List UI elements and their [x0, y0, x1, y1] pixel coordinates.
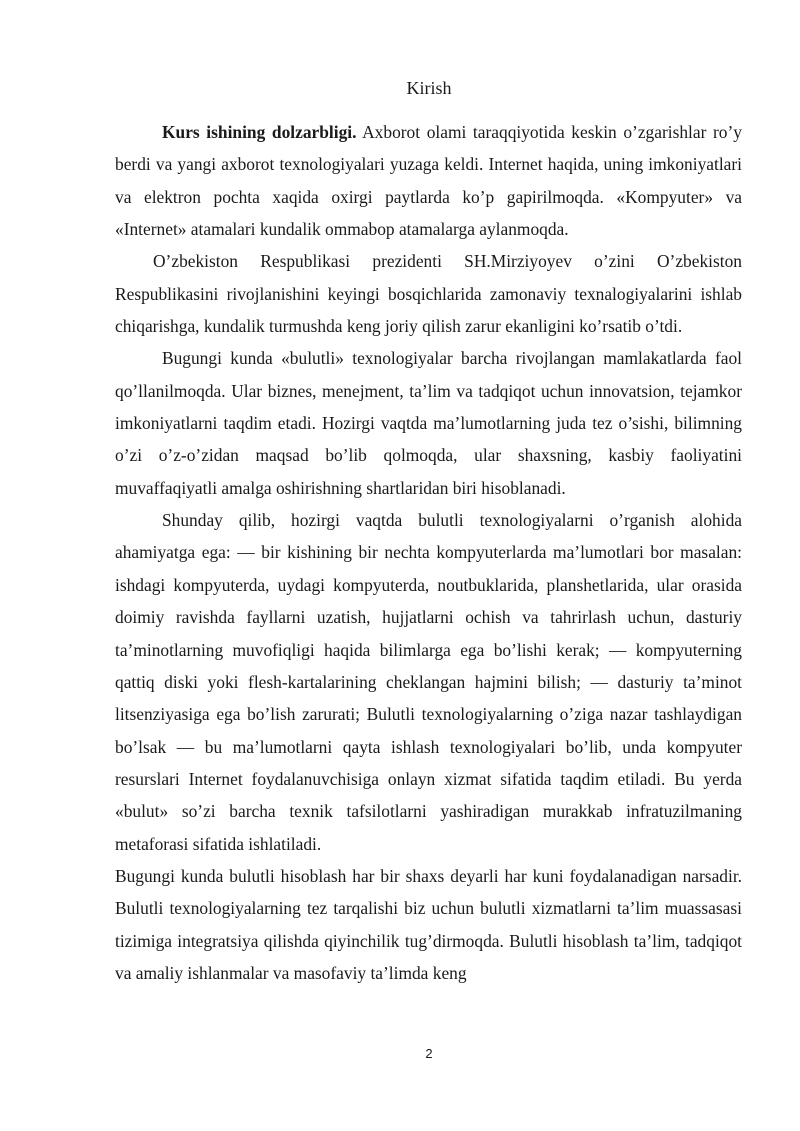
paragraph-5: Bugungi kunda bulutli hisoblash har bir shaxs deyarli har kuni foydalanadigan narsadir. Bulutli texnologiyalarning tez tarqalishi biz uchun bulutli xizmatlarni ta’lim muassasasi tizimiga integratsiya qilishda qiyinchilik tug’dirmoqda. Bulutli hisoblash ta’lim, tadqiqot va amaliy ishlanmalar va masofaviy ta’limda keng [115, 865, 742, 983]
page-number: 2 [425, 1046, 433, 1061]
paragraph-4: Shunday qilib, hozirgi vaqtda bulutli texnologiyalarni o’rganish alohida ahamiyatga ega: — bir kishining bir nechta kompyuterlarda ma’lumotlari bor masalan: ishdagi kompyuterda, uydagi kompyuterda, noutbuklarida, planshetlarida, ular orasida doimiy ravishda fayllarni uzatish, hujjatlarni ochish va tahrirlash uchun, dasturiy ta’minotlarning muvofiqligi haqida bilimlarga ega bo’lishi kerak; — kompyuterning qattiq diski yoki flesh-kartalarining cheklangan hajmini bilish; — dasturiy ta’minot litsenziyasiga ega bo’lish zarurati; Bulutli texnologiyalarning o’ziga nazar tashlaydigan bo’lsak — bu ma’lumotlarni qayta ishlash texnologiyalari bo’lib, unda kompyuter resurslari Internet foydalanuvchisiga onlayn xizmat sifatida taqdim etiladi. Bu yerda «bulut» so’zi barcha texnik tafsilotlarni yashiradigan murakkab infratuzilmaning metaforasi sifatida ishlatiladi. [115, 510, 742, 854]
paragraph-1 [115, 116, 742, 245]
paragraph-2: O’zbekiston Respublikasi prezidenti SH.Mirziyoyev o’zini O’zbekiston Respublikasini rivojlanishini keyingi bosqichlarida zamonaviy texnalogiyalarini ishlab chiqarishga, kundalik turmushda keng joriy qilish zarur ekanligini ko’rsatib o’tdi. [115, 251, 742, 337]
paragraph-1-text: Axborot olami taraqqiyotida keskin o’zgarishlar ro’y berdi va yangi axborot texnologiyalari yuzaga keldi. Internet haqida, uning imkoniyatlari va elektron pochta xaqida oxirgi paytlarda ko’p gapirilmoqda. «Kompyuter» va «Internet» atamalari kundalik ommabop atamalarga aylanmoqda. [115, 122, 742, 240]
section-title: Kirish [406, 78, 452, 98]
paragraph-3: Bugungi kunda «bulutli» texnologiyalar barcha rivojlangan mamlakatlarda faol qo’llanilmoqda. Ular biznes, menejment, ta’lim va tadqiqot uchun innovatsion, tejamkor imkoniyatlarni taqdim etadi. Hozirgi vaqtda ma’lumotlarning juda tez o’sishi, bilimning o’zi o’z-o’zidan maqsad bo’lib qolmoqda, ular shaxsning, kasbiy faoliyatini muvaffaqiyatli amalga oshirishning shartlaridan biri hisoblanadi. [115, 348, 742, 498]
body-text [115, 116, 742, 989]
paragraph-1-lead: Kurs ishining dolzarbligi. [162, 122, 357, 142]
